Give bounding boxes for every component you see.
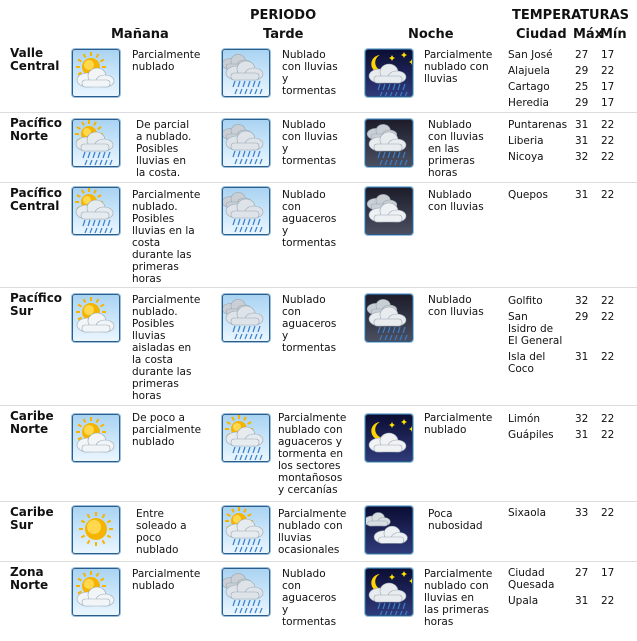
min-header: Mín [600, 27, 627, 42]
temp-max: 29 [575, 97, 589, 109]
temp-max: 31 [575, 351, 589, 363]
temp-min: 22 [601, 595, 615, 607]
storm-cloud-rain-icon [222, 294, 270, 342]
temp-max: 31 [575, 189, 589, 201]
temperaturas-header: TEMPERATURAS [512, 8, 630, 23]
night-few-clouds-icon [365, 506, 413, 554]
city-name: Quepos [508, 189, 548, 201]
temp-min: 22 [601, 119, 615, 131]
noche-description: Parcialmente nublado [424, 412, 493, 436]
manana-description: Parcialmente nublado [132, 49, 201, 73]
temp-max: 29 [575, 65, 589, 77]
temp-min: 17 [601, 81, 615, 93]
temp-max: 27 [575, 49, 589, 61]
row-separator [0, 501, 637, 502]
region-name: Pacífico Norte [10, 116, 63, 143]
moon-cloud-rain-icon [365, 49, 413, 97]
city-name: Upala [508, 595, 539, 607]
tarde-description: Nublado con aguaceros y tormentas [282, 294, 337, 354]
temp-min: 22 [601, 413, 615, 425]
storm-cloud-rain-icon [222, 187, 270, 235]
city-name: Heredia [508, 97, 549, 109]
city-name: Nicoya [508, 151, 544, 163]
temp-min: 17 [601, 567, 615, 579]
temp-max: 31 [575, 119, 589, 131]
moon-stars-cloud-icon [365, 414, 413, 462]
noche-description: Parcialmente nublado con lluvias [424, 49, 493, 85]
city-name: Golfito [508, 295, 543, 307]
city-name: Puntarenas [508, 119, 568, 131]
city-name: Isla del Coco [508, 351, 546, 375]
row-separator [0, 287, 637, 288]
region-name: Pacífico Sur [10, 291, 63, 318]
temp-max: 32 [575, 413, 589, 425]
city-name: San José [508, 49, 553, 61]
storm-cloud-rain-icon [222, 119, 270, 167]
night-cloud-icon [365, 187, 413, 235]
region-name: Caribe Sur [10, 505, 54, 532]
noche-description: Poca nubosidad [428, 508, 483, 532]
temp-max: 33 [575, 507, 589, 519]
city-name: Sixaola [508, 507, 547, 519]
temp-min: 17 [601, 97, 615, 109]
manana-description: Parcialmente nublado [132, 568, 201, 592]
periodo-header: PERIODO [250, 8, 317, 23]
temp-min: 22 [601, 311, 615, 323]
noche-description: Parcialmente nublado con lluvias en las primeras horas [424, 568, 493, 628]
temp-min: 22 [601, 507, 615, 519]
ciudad-header: Ciudad [516, 27, 567, 42]
temp-max: 31 [575, 595, 589, 607]
city-name: Liberia [508, 135, 544, 147]
sun-cloud-rain-icon [222, 414, 270, 462]
region-name: Pacífico Central [10, 186, 63, 213]
manana-description: Entre soleado a poco nublado [136, 508, 187, 556]
temp-min: 17 [601, 49, 615, 61]
region-name: Caribe Norte [10, 409, 54, 436]
manana-description: Parcialmente nublado. Posibles lluvias en la costa durante las primeras horas [132, 189, 201, 285]
temp-max: 32 [575, 151, 589, 163]
city-name: San Isidro de El General [508, 311, 563, 347]
city-name: Guápiles [508, 429, 554, 441]
storm-cloud-rain-icon [222, 49, 270, 97]
temp-max: 31 [575, 429, 589, 441]
tarde-description: Parcialmente nublado con aguaceros y tormenta en los sectores montañosos y cercanías [278, 412, 347, 496]
temp-max: 31 [575, 135, 589, 147]
temp-min: 22 [601, 151, 615, 163]
noche-description: Nublado con lluvias [428, 189, 484, 213]
sun-cloud-rain-icon [72, 119, 120, 167]
temp-min: 22 [601, 135, 615, 147]
tarde-description: Nublado con lluvias y tormentas [282, 49, 338, 97]
temp-min: 22 [601, 65, 615, 77]
temp-max: 25 [575, 81, 589, 93]
sun-cloud-rain-icon [222, 506, 270, 554]
tarde-header: Tarde [263, 27, 304, 42]
manana-header: Mañana [111, 27, 169, 42]
row-separator [0, 561, 637, 562]
night-cloud-rain-icon [365, 294, 413, 342]
city-name: Ciudad Quesada [508, 567, 555, 591]
row-separator [0, 112, 637, 113]
noche-description: Nublado con lluvias en las primeras horas [428, 119, 484, 179]
partly-cloudy-sun-icon [72, 414, 120, 462]
temp-min: 22 [601, 429, 615, 441]
region-name: Valle Central [10, 46, 60, 73]
partly-cloudy-sun-icon [72, 49, 120, 97]
region-name: Zona Norte [10, 565, 49, 592]
tarde-description: Nublado con aguaceros y tormentas [282, 568, 337, 628]
max-header: Máx [573, 27, 604, 42]
manana-description: Parcialmente nublado. Posibles lluvias aisladas en la costa durante las primeras horas [132, 294, 201, 402]
partly-cloudy-sun-icon [72, 568, 120, 616]
temp-max: 29 [575, 311, 589, 323]
night-cloud-rain-icon [365, 119, 413, 167]
temp-min: 22 [601, 295, 615, 307]
sunny-icon [72, 506, 120, 554]
sun-cloud-rain-icon [72, 187, 120, 235]
temp-max: 27 [575, 567, 589, 579]
temp-max: 32 [575, 295, 589, 307]
temp-min: 22 [601, 351, 615, 363]
noche-header: Noche [408, 27, 454, 42]
partly-cloudy-sun-icon [72, 294, 120, 342]
city-name: Cartago [508, 81, 550, 93]
moon-cloud-rain-icon [365, 568, 413, 616]
tarde-description: Parcialmente nublado con lluvias ocasionales [278, 508, 347, 556]
manana-description: De parcial a nublado. Posibles lluvias en la costa. [136, 119, 192, 179]
temp-min: 22 [601, 189, 615, 201]
manana-description: De poco a parcialmente nublado [132, 412, 202, 448]
row-separator [0, 182, 637, 183]
tarde-description: Nublado con aguaceros y tormentas [282, 189, 337, 249]
row-separator [0, 405, 637, 406]
city-name: Limón [508, 413, 541, 425]
tarde-description: Nublado con lluvias y tormentas [282, 119, 338, 167]
storm-cloud-rain-icon [222, 568, 270, 616]
city-name: Alajuela [508, 65, 550, 77]
noche-description: Nublado con lluvias [428, 294, 484, 318]
